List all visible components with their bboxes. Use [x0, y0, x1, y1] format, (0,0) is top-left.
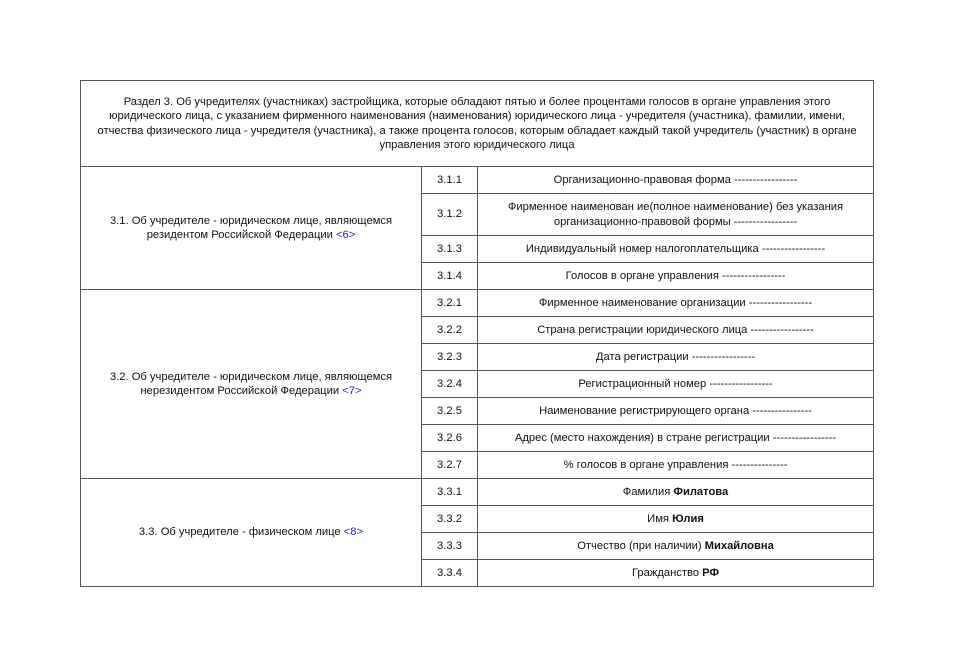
section-title-3-3: 3.3. Об учредителе - физическом лице <8> — [81, 479, 422, 587]
row-number: 3.3.4 — [422, 560, 478, 587]
founders-table — [80, 80, 874, 587]
table-row — [81, 479, 874, 506]
row-number: 3.2.7 — [422, 452, 478, 479]
row-number: 3.1.1 — [422, 167, 478, 194]
footnote-link-6[interactable]: <6> — [336, 229, 356, 241]
row-label: Фамилия Филатова — [478, 479, 874, 506]
row-label: Страна регистрации юридического лица ----------------- — [478, 317, 874, 344]
row-number: 3.1.2 — [422, 194, 478, 236]
row-label: Отчество (при наличии) Михайловна — [478, 533, 874, 560]
row-number: 3.3.3 — [422, 533, 478, 560]
row-number: 3.1.3 — [422, 236, 478, 263]
row-value: Михайловна — [704, 539, 774, 552]
row-label: Голосов в органе управления ----------------- — [478, 263, 874, 290]
row-number: 3.2.5 — [422, 398, 478, 425]
row-label: Адрес (место нахождения) в стране регистрации ----------------- — [478, 425, 874, 452]
section-title-3-1: 3.1. Об учредителе - юридическом лице, являющемся резидентом Российской Федерации <6> — [81, 167, 422, 290]
row-number: 3.3.2 — [422, 506, 478, 533]
row-label: Фирменное наименование организации ----------------- — [478, 290, 874, 317]
row-label: Гражданство РФ — [478, 560, 874, 587]
row-label: % голосов в органе управления --------------- — [478, 452, 874, 479]
row-label: Наименование регистрирующего органа ---------------- — [478, 398, 874, 425]
row-number: 3.2.3 — [422, 344, 478, 371]
table-row — [81, 167, 874, 194]
row-value: Филатова — [673, 485, 729, 498]
row-value: РФ — [702, 566, 720, 579]
row-number: 3.2.1 — [422, 290, 478, 317]
section-title-3-2: 3.2. Об учредителе - юридическом лице, являющемся нерезидентом Российской Федерации <7> — [81, 290, 422, 479]
row-number: 3.2.6 — [422, 425, 478, 452]
row-number: 3.2.2 — [422, 317, 478, 344]
table-row — [81, 290, 874, 317]
section-header: Раздел 3. Об учредителях (участниках) застройщика, которые обладают пятью и более процентами голосов в органе управления этого юридического лица, с указанием фирменного наименования (наименования) юридического лица - учредителя (участника), фамилии, имени, отчества физического лица - учредителя (участника), а также процента голосов, которым обладает каждый такой учредитель (участник) в органе управления этого юридического лица — [81, 81, 874, 167]
row-number: 3.3.1 — [422, 479, 478, 506]
row-number: 3.2.4 — [422, 371, 478, 398]
footnote-link-7[interactable]: <7> — [342, 385, 362, 397]
row-value: Юлия — [672, 512, 704, 525]
row-label: Имя Юлия — [478, 506, 874, 533]
row-label: Индивидуальный номер налогоплательщика ----------------- — [478, 236, 874, 263]
row-number: 3.1.4 — [422, 263, 478, 290]
row-label: Регистрационный номер ----------------- — [478, 371, 874, 398]
row-label: Дата регистрации ----------------- — [478, 344, 874, 371]
section-header-row — [81, 81, 874, 167]
footnote-link-8[interactable]: <8> — [343, 526, 364, 539]
row-label: Фирменное наименован ие(полное наименование) без указания организационно-правовой формы ----------------- — [478, 194, 874, 236]
row-label: Организационно-правовая форма ----------------- — [478, 167, 874, 194]
